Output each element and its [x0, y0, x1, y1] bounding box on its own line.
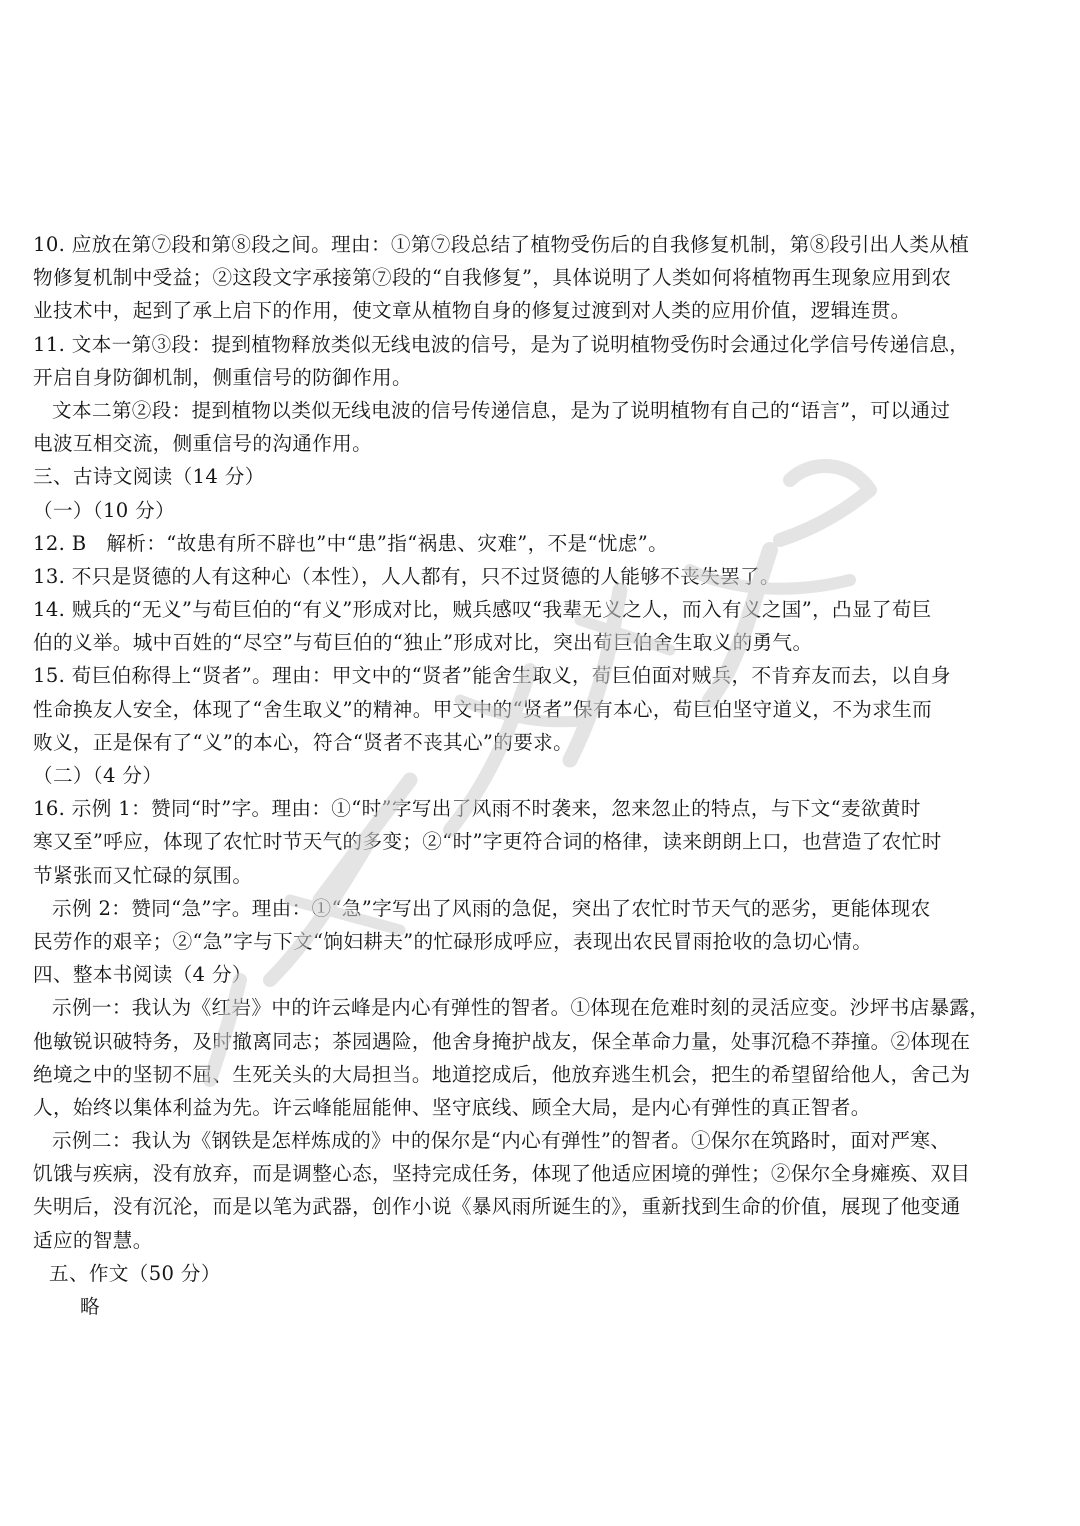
answer-11-text2-line-1: 文本二第②段：提到植物以类似无线电波的信号传递信息，是为了说明植物有自己的“语言”，可以通过 [52, 398, 951, 422]
answer-10-line-3: 业技术中，起到了承上启下的作用，使文章从植物自身的修复过渡到对人类的应用价值，逻辑连贯。 [33, 299, 911, 323]
answer-11-line-1: 11. 文本一第③段：提到植物释放类似无线电波的信号，是为了说明植物受伤时会通过化学信号传递信息， [33, 332, 970, 356]
subsection-heading-2: （二）（4 分） [33, 764, 163, 787]
book-example2-line-3: 失明后，没有沉沦，而是以笔为武器，创作小说《暴风雨所诞生的》，重新找到生命的价值，展现了他变通 [33, 1195, 961, 1219]
section-heading-classical: 三、古诗文阅读（14 分） [33, 465, 265, 489]
answer-14-line-2: 伯的义举。城中百姓的“尽空”与荀巨伯的“独止”形成对比，突出荀巨伯舍生取义的勇气。 [33, 631, 813, 655]
answer-16-example2-line-1: 示例 2：赞同“急”字。理由：①“急”字写出了风雨的急促，突出了农忙时节天气的恶劣，更能体现农 [52, 896, 931, 920]
book-example2-line-2: 饥饿与疾病，没有放弃，而是调整心态，坚持完成任务，体现了他适应困境的弹性；②保尔全身瘫痪、双目 [33, 1162, 971, 1186]
answer-15-line-1: 15. 荀巨伯称得上“贤者”。理由：甲文中的“贤者”能舍生取义，荀巨伯面对贼兵，不肯弃友而去，以自身 [33, 664, 951, 688]
book-example1-line-2: 他敏锐识破特务，及时撤离同志；茶园遇险，他舍身掩护战友，保全革命力量，处事沉稳不莽撞。②体现在 [33, 1029, 971, 1053]
answer-14-line-1: 14. 贼兵的“无义”与荀巨伯的“有义”形成对比，贼兵感叹“我辈无义之人，而入有义之国”，凸显了荀巨 [33, 598, 932, 622]
answer-16-example2-line-2: 民劳作的艰辛；②“急”字与下文“饷妇耕夫”的忙碌形成呼应，表现出农民冒雨抢收的急切心情。 [33, 929, 873, 953]
answer-10-line-1: 10. 应放在第⑦段和第⑧段之间。理由：①第⑦段总结了植物受伤后的自我修复机制，第⑧段引出人类从植 [33, 233, 970, 256]
answer-16-line-2: 寒又至”呼应，体现了农忙时节天气的多变；②“时”字更符合词的格律，读来朗朗上口，也营造了农忙时 [33, 830, 942, 854]
answer-15-line-2: 性命换友人安全，体现了“舍生取义”的精神。甲文中的“贤者”保有本心，荀巨伯坚守道义，不为求生而 [33, 697, 933, 721]
answer-16-line-3: 节紧张而又忙碌的氛围。 [33, 863, 253, 887]
answer-12: 12. B 解析：“故患有所不辟也”中“患”指“祸患、灾难”，不是“忧虑”。 [33, 531, 669, 555]
answer-15-line-3: 败义，正是保有了“义”的本心，符合“贤者不丧其心”的要求。 [33, 730, 574, 754]
book-example1-line-1: 示例一：我认为《红岩》中的许云峰是内心有弹性的智者。①体现在危难时刻的灵活应变。沙坪书店暴露， [52, 996, 990, 1020]
answer-11-line-2: 开启自身防御机制，侧重信号的防御作用。 [33, 365, 412, 389]
answer-11-text2-line-2: 电波互相交流，侧重信号的沟通作用。 [33, 432, 373, 456]
answer-content [33, 228, 1053, 1323]
section-heading-book: 四、整本书阅读（4 分） [33, 963, 252, 987]
answer-13: 13. 不只是贤德的人有这种心（本性），人人都有，只不过贤德的人能够不丧失罢了。 [33, 564, 780, 588]
essay-answer: 略 [80, 1295, 100, 1318]
section-heading-essay: 五、作文（50 分） [49, 1261, 221, 1285]
answer-16-line-1: 16. 示例 1：赞同“时”字。理由：①“时”字写出了风雨不时袭来，忽来忽止的特点，与下文“麦欲黄时 [33, 797, 921, 821]
book-example2-line-4: 适应的智慧。 [33, 1228, 153, 1252]
book-example1-line-4: 人，始终以集体利益为先。许云峰能屈能伸、坚守底线、顾全大局，是内心有弹性的真正智者。 [33, 1095, 871, 1119]
answer-10-line-2: 物修复机制中受益；②这段文字承接第⑦段的“自我修复”，具体说明了人类如何将植物再生现象应用到农 [33, 266, 952, 290]
subsection-heading-1: （一）（10 分） [33, 498, 176, 522]
book-example2-line-1: 示例二：我认为《钢铁是怎样炼成的》中的保尔是“内心有弹性”的智者。①保尔在筑路时，面对严寒、 [52, 1129, 951, 1153]
book-example1-line-3: 绝境之中的坚韧不屈、生死关头的大局担当。地道挖成后，他放弃逃生机会，把生的希望留给他人，舍己为 [33, 1062, 971, 1086]
